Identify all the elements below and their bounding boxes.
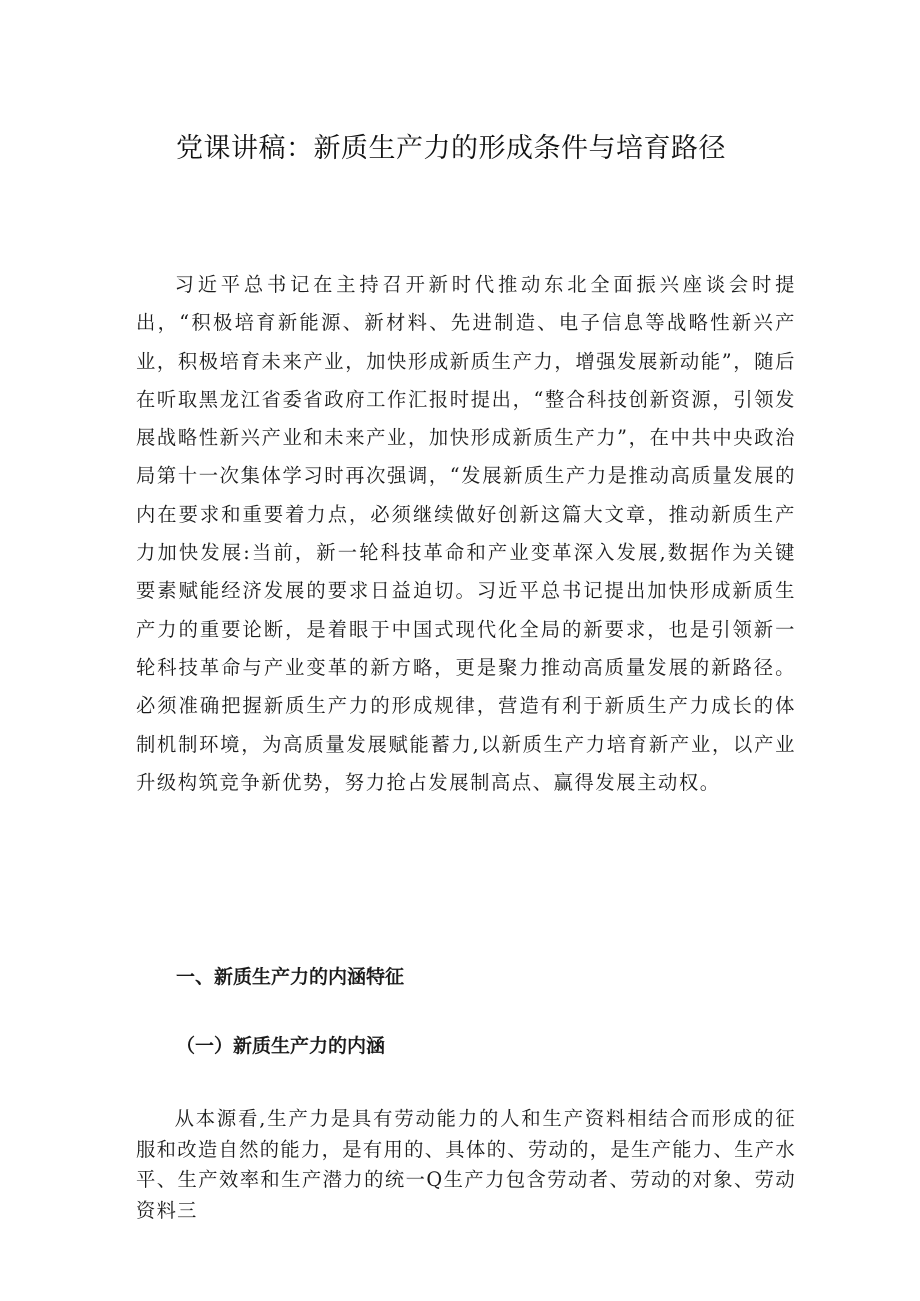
body-paragraph: 从本源看,生产力是具有劳动能力的人和生产资料相结合而形成的征服和改造自然的能力，是有用的、具体的、劳动的，是生产能力、生产水平、生产效率和生产潜力的统一Q生产力包含劳动者、劳动的对象、劳动资料三 [136,1107,796,1222]
intro-paragraph: 习近平总书记在主持召开新时代推动东北全面振兴座谈会时提出，“积极培育新能源、新材料、先进制造、电子信息等战略性新兴产业，积极培育未来产业，加快形成新质生产力，增强发展新动能”，随后在听取黑龙江省委省政府工作汇报时提出，“整合科技创新资源，引领发展战略性新兴产业和未来产业，加快形成新质生产力”，在中共中央政治局第十一次集体学习时再次强调，“发展新质生产力是推动高质量发展的内在要求和重要着力点，必须继续做好创新这篇大文章，推动新质生产力加快发展:当前，新一轮科技革命和产业变革深入发展,数据作为关键要素赋能经济发展的要求日益迫切。习近平总书记提出加快形成新质生产力的重要论断，是着眼于中国式现代化全局的新要求，也是引领新一轮科技革命与产业变革的新方略，更是聚力推动高质量发展的新路径。必须准确把握新质生产力的形成规律，营造有利于新质生产力成长的体制机制环境，为高质量发展赋能蓄力,以新质生产力培育新产业，以产业升级构筑竞争新优势，努力抢占发展制高点、赢得发展主动权。 [136,273,796,794]
subsection-heading: （一）新质生产力的内涵 [176,1035,386,1057]
document-title: 党课讲稿：新质生产力的形成条件与培育路径 [176,133,726,164]
section-heading: 一、新质生产力的内涵特征 [176,966,405,988]
